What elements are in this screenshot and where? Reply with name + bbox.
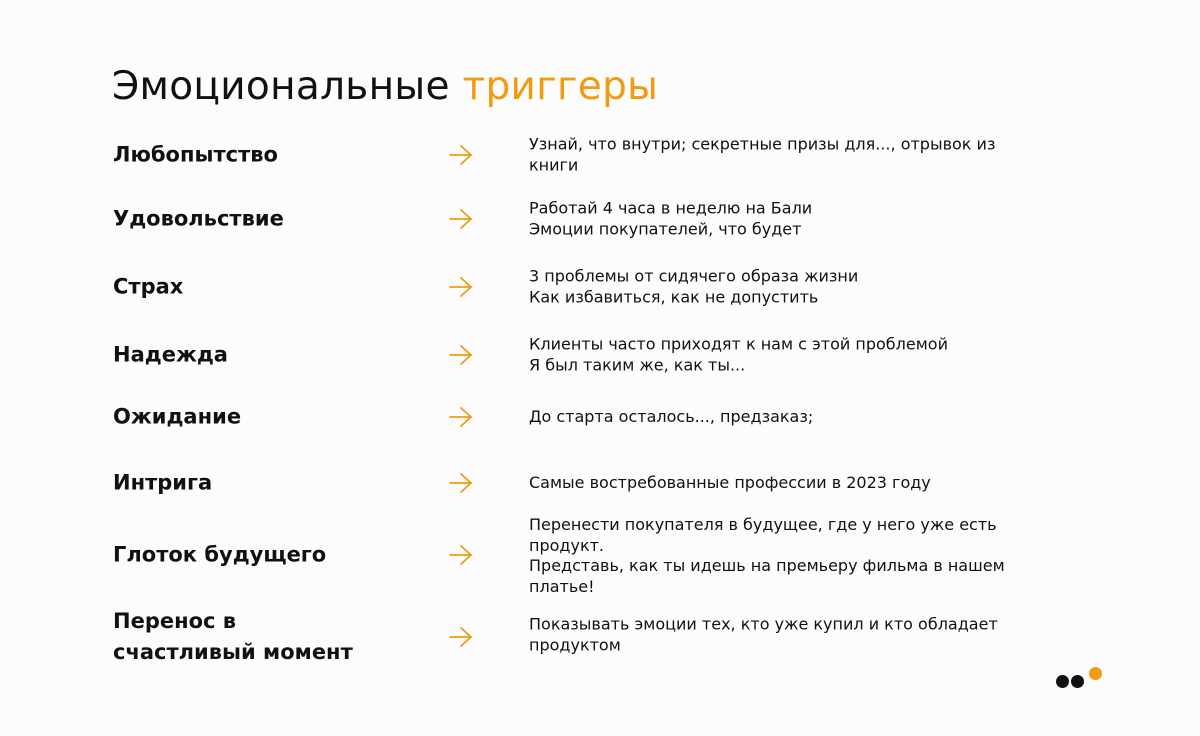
description-line: Представь, как ты идешь на премьеру фильма в нашем: [529, 556, 1005, 575]
description-line: Клиенты часто приходят к нам с этой проблемой: [529, 334, 948, 354]
arrow-right-icon: [447, 405, 475, 429]
description-line: книги: [529, 155, 579, 174]
arrow-right-icon: [447, 143, 475, 167]
logo-dots: [1054, 665, 1104, 691]
arrow-right-icon: [447, 275, 475, 299]
description-line: Работай 4 часа в неделю на Бали: [529, 198, 813, 218]
trigger-term: Перенос в счастливый момент: [113, 609, 353, 664]
description-line: Я был таким же, как ты...: [529, 355, 746, 374]
trigger-description: [529, 335, 1009, 376]
trigger-term: Надежда: [113, 342, 228, 367]
trigger-description: [529, 267, 1009, 308]
description-line: Узнай, что внутри; секретные призы для..., отрывок из: [529, 134, 996, 154]
description-line: платье!: [529, 576, 595, 596]
trigger-description: [529, 515, 1009, 597]
logo-dot-black-1: [1056, 675, 1069, 688]
trigger-description: [529, 135, 1009, 176]
title-main: Эмоциональные: [112, 64, 450, 109]
trigger-term: Ожидание: [113, 404, 242, 429]
description-line: продукт.: [529, 535, 605, 555]
trigger-description: [529, 407, 1009, 428]
logo-dot-orange: [1089, 667, 1102, 680]
arrow-right-icon: [447, 543, 475, 567]
description-line: 3 проблемы от сидячего образа жизни: [529, 266, 859, 286]
arrow-right-icon: [447, 207, 475, 231]
trigger-term: Глоток будущего: [113, 542, 327, 567]
description-line: Эмоции покупателей, что будет: [529, 219, 802, 238]
trigger-term: Интрига: [113, 470, 213, 495]
trigger-term: Удовольствие: [113, 206, 284, 231]
description-line: До старта осталось..., предзаказ;: [529, 406, 814, 426]
title-accent: триггеры: [462, 64, 659, 109]
description-line: Самые востребованные профессии в 2023 году: [529, 472, 931, 492]
trigger-description: [529, 473, 1009, 494]
description-line: продуктом: [529, 635, 621, 654]
trigger-description: [529, 199, 1009, 240]
description-line: Перенести покупателя в будущее, где у него уже есть: [529, 515, 997, 534]
arrow-right-icon: [447, 343, 475, 367]
description-line: Как избавиться, как не допустить: [529, 287, 819, 306]
description-line: Показывать эмоции тех, кто уже купил и кто обладает: [529, 614, 998, 634]
arrow-right-icon: [447, 471, 475, 495]
page-title: [112, 62, 658, 112]
trigger-term: Любопытство: [113, 142, 278, 167]
trigger-description: [529, 615, 1009, 656]
trigger-term: Страх: [113, 274, 184, 299]
logo-dot-black-2: [1071, 675, 1084, 688]
arrow-right-icon: [447, 625, 475, 649]
